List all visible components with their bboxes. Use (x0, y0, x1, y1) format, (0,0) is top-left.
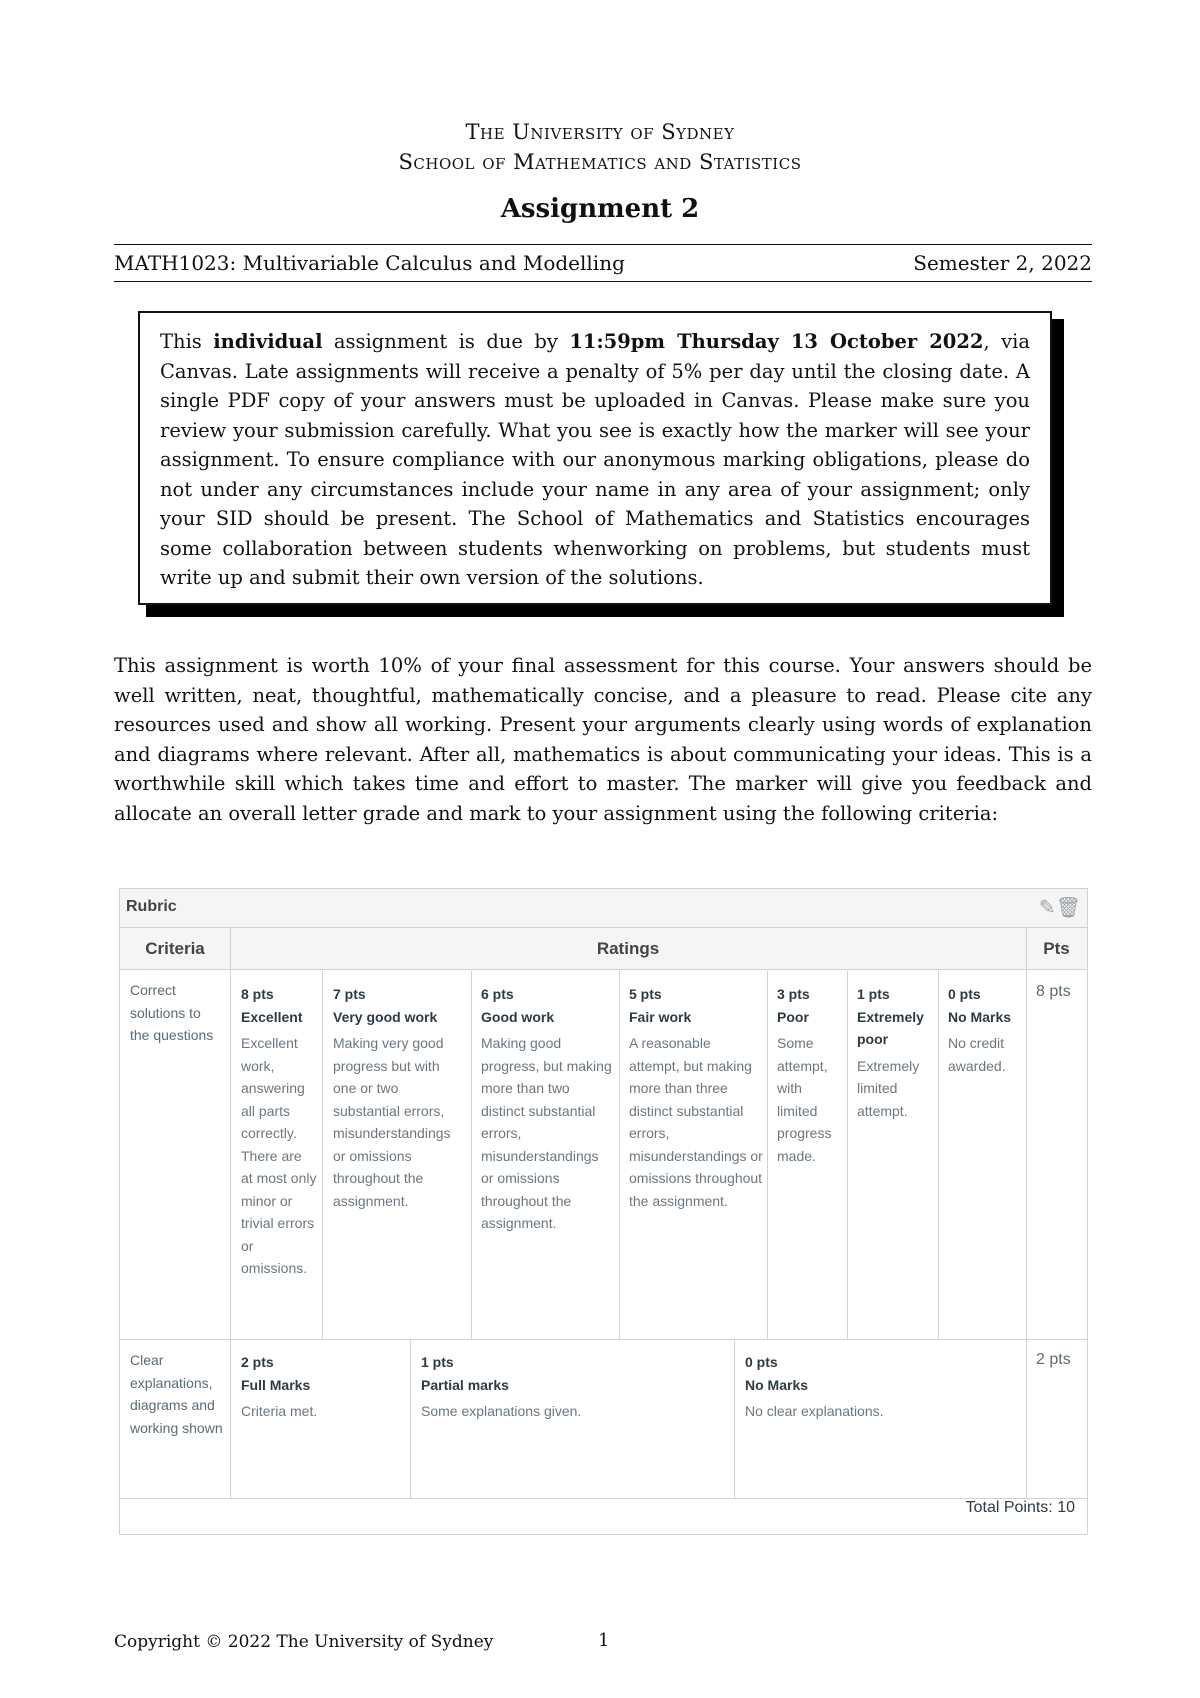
rating-pts: 1 pts (421, 1354, 454, 1370)
rating-full-marks[interactable] (241, 1351, 401, 1423)
pencil-icon[interactable]: ✎ (1038, 897, 1056, 919)
rating-label: Good work (481, 1008, 555, 1025)
page-title: Assignment 2 (500, 194, 700, 224)
grid-line (1026, 928, 1027, 1498)
rating-description: Excellent work, answering all parts correctly. There are at most only minor or trivial errors or omissions. (241, 1035, 317, 1276)
grid-line (619, 971, 620, 1339)
rating-pts: 5 pts (629, 986, 662, 1002)
rating-label: No Marks (745, 1376, 809, 1393)
rubric-title: Rubric (126, 898, 177, 915)
grid-line (847, 971, 848, 1339)
rating-good-work[interactable] (481, 983, 614, 1235)
header-rule-top (114, 244, 1092, 245)
notice-box (138, 311, 1052, 605)
total-points: Total Points: 10 (965, 1499, 1075, 1516)
rating-label: Partial marks (421, 1376, 509, 1393)
trash-icon[interactable]: 🗑 (1055, 897, 1081, 919)
rating-label: Very good work (333, 1008, 438, 1025)
rating-pts: 6 pts (481, 986, 514, 1002)
grid-line (471, 971, 472, 1339)
grid-line (322, 971, 323, 1339)
course-name: MATH1023: Multivariable Calculus and Modelling (114, 251, 625, 275)
rating-fair-work[interactable] (629, 983, 763, 1212)
notice-text-2: assignment is due by (322, 330, 570, 353)
grid-line (410, 1339, 411, 1498)
rating-poor[interactable] (777, 983, 843, 1167)
semester: Semester 2, 2022 (913, 251, 1092, 275)
column-criteria: Criteria (120, 928, 230, 970)
rating-no-marks[interactable] (948, 983, 1020, 1077)
rating-description: No clear explanations. (745, 1403, 884, 1419)
rating-label: Poor (777, 1008, 809, 1025)
column-ratings: Ratings (230, 928, 1026, 970)
rating-description: Some explanations given. (421, 1403, 582, 1419)
rating-pts: 1 pts (857, 986, 890, 1002)
notice-text-3: , via Canvas. Late assignments will receive a penalty of 5% per day until the closing date. A single PDF copy of your answers must be uploaded in Canvas. Please make sure you review your submission carefully. What you see is exactly how the marker will see your assignment. To ensure compliance with our anonymous marking obligations, please do not under any circumstances include your name in any area of your assignment; only your SID should be present. The School of Mathematics and Statistics encourages some collaboration between students whenworking on problems, but students must write up and submit their own version of the solutions. (160, 330, 1030, 589)
rating-label: Full Marks (241, 1376, 311, 1393)
criterion-clear-explanations: Clear explanations, diagrams and working shown (130, 1352, 223, 1436)
rating-pts: 0 pts (745, 1354, 778, 1370)
rating-extremely-poor[interactable] (857, 983, 935, 1122)
rating-pts: 2 pts (241, 1354, 274, 1370)
rating-label: Excellent (241, 1008, 303, 1025)
university-name: The University of Sydney (465, 120, 735, 144)
grid-line (230, 928, 231, 1498)
school-name: School of Mathematics and Statistics (398, 150, 802, 174)
criterion-points: 8 pts (1036, 983, 1071, 1000)
copyright: Copyright © 2022 The University of Sydney (114, 1632, 494, 1652)
rating-description: Making good progress, but making more than two distinct substantial errors, misunderstandings or omissions throughout the assignment. (481, 1035, 612, 1231)
course-line (114, 251, 1092, 275)
rating-label: Fair work (629, 1008, 692, 1025)
rating-no-marks-2[interactable] (745, 1351, 1015, 1423)
rating-very-good-work[interactable] (333, 983, 465, 1212)
rating-description: Criteria met. (241, 1403, 318, 1419)
rating-description: Extremely limited attempt. (857, 1057, 920, 1119)
notice-individual: individual (213, 330, 323, 353)
rating-description: Making very good progress but with one or two substantial errors, misunderstandings or omissions throughout the assignment. (333, 1035, 451, 1209)
rubric-icons (1039, 895, 1081, 920)
grid-line (120, 1498, 1087, 1499)
grid-line (734, 1339, 735, 1498)
rubric-table (119, 888, 1088, 1535)
rating-label: Extremely poor (857, 1008, 924, 1047)
notice-due-date: 11:59pm Thursday 13 October 2022 (569, 330, 984, 353)
rating-description: No credit awarded. (948, 1035, 1006, 1074)
criterion-points: 2 pts (1036, 1351, 1071, 1368)
header-rule-bottom (114, 281, 1092, 282)
rating-pts: 0 pts (948, 986, 981, 1002)
grid-line (767, 971, 768, 1339)
rating-pts: 7 pts (333, 986, 366, 1002)
criterion-correct-solutions: Correct solutions to the questions (130, 982, 214, 1043)
intro-paragraph: This assignment is worth 10% of your final assessment for this course. Your answers should be well written, neat, thoughtful, mathematically concise, and a pleasure to read. Please cite any resources used and show all working. Present your arguments clearly using words of explanation and diagrams where relevant. After all, mathematics is about communicating your ideas. This is a worthwhile skill which takes time and effort to master. The marker will give you feedback and allocate an overall letter grade and mark to your assignment using the following criteria: (114, 654, 1092, 825)
page-number: 1 (598, 1630, 610, 1651)
notice-text-1: This (160, 330, 214, 353)
grid-line (120, 1339, 1087, 1340)
rating-pts: 8 pts (241, 986, 274, 1002)
column-pts: Pts (1026, 928, 1087, 970)
grid-line (938, 971, 939, 1339)
rating-description: A reasonable attempt, but making more than three distinct substantial errors, misunderstandings or omissions throughout the assignment. (629, 1035, 763, 1209)
rating-pts: 3 pts (777, 986, 810, 1002)
rating-description: Some attempt, with limited progress made. (777, 1035, 832, 1164)
rubric-header (120, 889, 1087, 928)
rating-partial-marks[interactable] (421, 1351, 721, 1423)
rating-excellent[interactable] (241, 983, 317, 1280)
rating-label: No Marks (948, 1008, 1012, 1025)
